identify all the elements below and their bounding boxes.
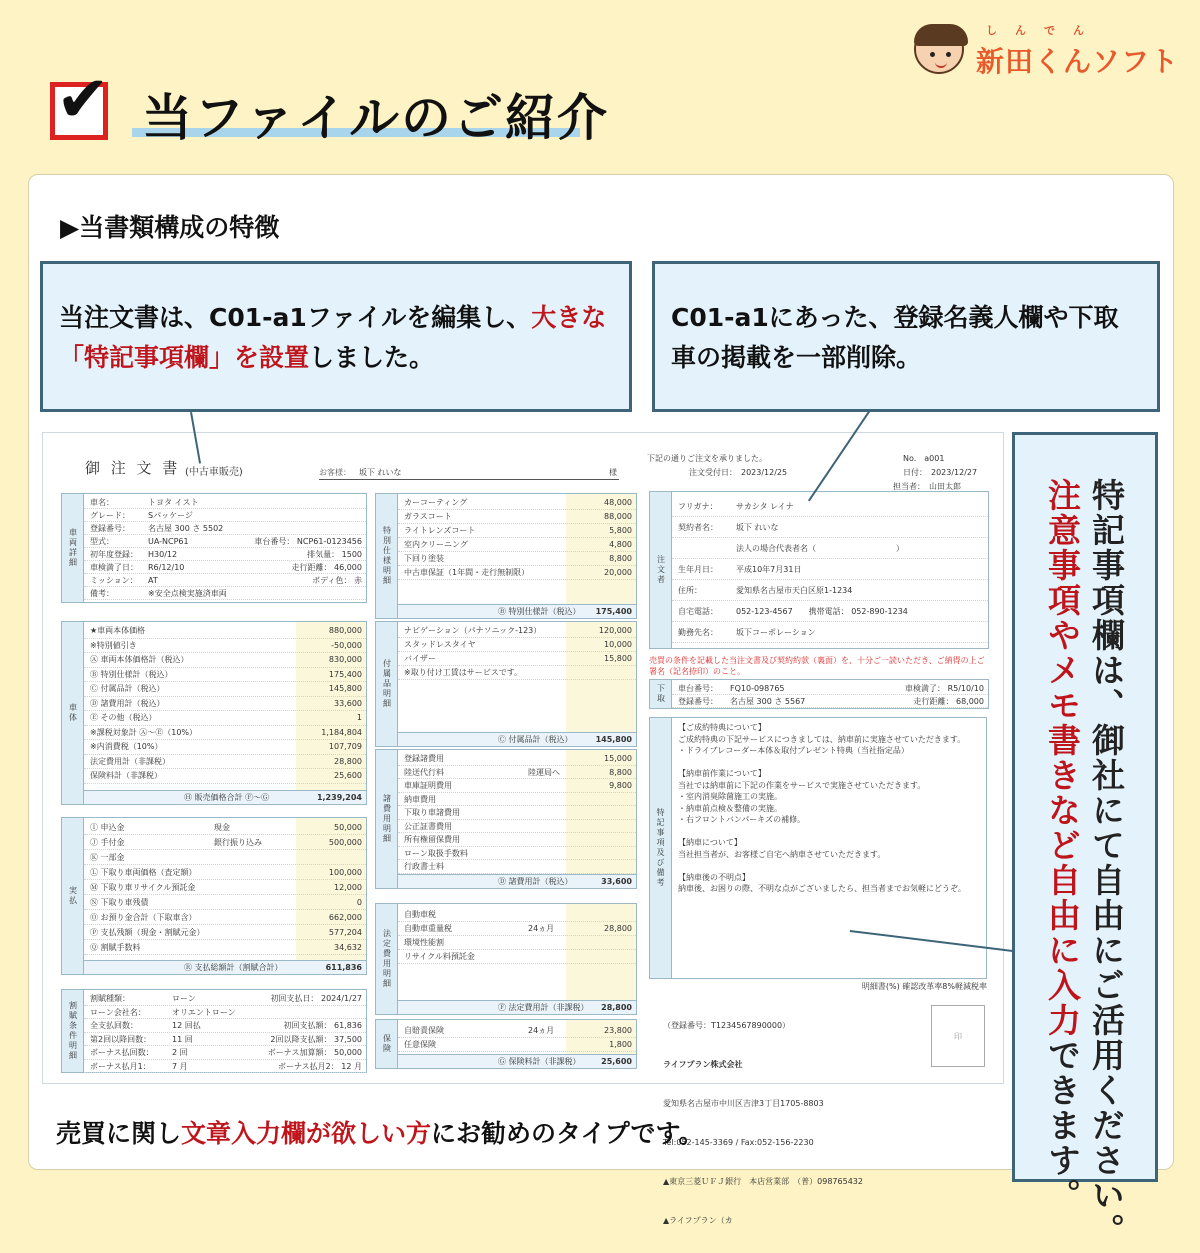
accessories-cell-r: 10,000 [604,640,632,649]
special-cell-l: 下回り塗装 [404,554,444,563]
price-cell-l: Ⓑ 特別仕様計（税込） [90,669,173,679]
price-block [61,621,367,805]
orderer-cell-l: 住所： [678,586,702,595]
installment-cell-l: ボーナス払月1： [90,1061,151,1071]
callout-left-post: しました。 [309,343,435,372]
customer-name: 坂下 れいな [359,468,402,477]
special-cell-l: 中古車保証（1年間・走行無制限） [404,568,530,577]
vertical-note-col1: 特記事項欄は、御社にて自由にご活用ください。 [1087,478,1126,1248]
fees-row [398,860,636,874]
installment-row [84,1019,366,1033]
payment-cell-r: 12,000 [334,883,362,892]
price-cell-l: 保険料計（非課税） [90,771,162,780]
fees-cell-l: 陸送代行料 [404,767,444,777]
special-cell-l: カーコーティング [404,498,468,507]
remarks-side-label: 特記事項及び備考 [650,718,672,978]
vehicle-cell-r: 走行距離： 46,000 [291,563,362,572]
price-row [84,697,366,712]
price-cell-l: ★車両本体価格 [90,626,146,635]
payment-cell-r: 100,000 [328,868,362,877]
price-cell-r: 830,000 [328,655,362,664]
doc-red-note: 売買の条件を記載した当注文書及び契約約款（裏面）を、十分ご一読いただき、ご納得の上ご署名（記名捺印）のこと。 [649,656,985,676]
price-total-row [84,790,366,804]
vehicle-cell-m: R6/12/10 [148,563,185,572]
callout-right-text: C01-a1にあった、登録名義人欄や下取車の掲載を一部削除。 [671,303,1119,372]
tradein-cell-r: 車検満了： R5/10/10 [905,684,984,693]
vehicle-cell-l: グレード： [90,511,130,520]
installment-row [84,1046,366,1060]
price-row [84,668,366,683]
price-row [84,639,366,654]
special-cell-r: 48,000 [604,498,632,507]
installment-cell-l: 第2回以降回数： [90,1034,152,1044]
payment-row [84,865,366,880]
bottom-red: 文章入力欄が欲しい方 [181,1119,432,1148]
payment-cell-l: Ⓟ 支払残額（現金・割賦元金） [90,928,205,937]
price-row [84,769,366,784]
payment-cell-l: Ⓚ 一部金 [90,853,125,862]
legal-row [398,950,636,964]
price-cell-l: ※内消費税（10%） [90,742,163,751]
installment-cell-r: 2回以降支払額： 37,500 [270,1034,362,1044]
fees-cell-l: ローン取扱手数料 [404,848,468,858]
special-cell-r: 8,800 [609,554,632,563]
customer-honorific: 様 [609,468,617,477]
tradein-cell-m: 名古屋 300 さ 5567 [730,697,806,706]
bottom-pre: 売買に関し [56,1119,182,1148]
fees-cell-l: 所有権留保費用 [404,835,460,844]
remarks-text: 【ご成約特典について】 ご成約特典の下記サービスにつきましては、納車前に実施させていただきます。 ・ドライブレコーダー本体＆取付プレゼント特典（当社指定品） 【納車前作業について】 当社では納車前に下記の作業をサービスで実施させていただきます。 ・室内消臭除菌施工の実施。 ・納車前点検＆整備の実施。 ・右フロントバンパーキズの補修。 【納車について】 当社担当者が、お客様ご自宅へ納車させていただきます。 【納車後の不明点】 納車後、お困りの際、不明な点がございましたら、担当者までお気軽にどうぞ。 [678,723,966,893]
fees-row [398,752,636,766]
payment-cell-r: 577,204 [328,928,362,937]
bottom-post: にお勧めのタイプです。 [431,1119,704,1148]
bottom-note [56,1114,704,1150]
vehicle-cell-l: ミッション： [90,576,138,585]
memo-note: 明細書(%) 確認改革率8%軽減税率 [861,982,987,991]
page-title: 当ファイルのご紹介 [142,89,609,147]
price-cell-r: 175,400 [328,669,362,679]
vertical-note-post: できます。 [1043,1038,1082,1213]
price-cell-l: Ⓔ その他（税込） [90,713,157,722]
orderer-row [672,580,988,601]
orderer-cell-m: 坂下 れいな [736,523,779,532]
doc-title: 御 注 文 書 [85,459,181,477]
brand-logo [914,22,1180,82]
accessories-cell-r: 15,800 [604,654,632,663]
price-row [84,653,366,668]
price-cell-r: -50,000 [331,640,362,650]
price-row [84,682,366,697]
orderer-side-label: 注文者 [650,492,672,648]
vehicle-cell-m: UA-NCP61 [148,537,189,546]
vehicle-row [84,587,366,600]
callout-left-pre: 当注文書は、C01-a1ファイルを編集し、 [59,303,532,332]
insurance-cell-m: 24ヵ月 [528,1026,555,1035]
installment-row [84,1033,366,1047]
tradein-cell-l: 車台番号： [678,684,718,693]
vehicle-cell-r: 車台番号： NCP61-0123456 [254,537,362,546]
doc-message: 下記の通りご注文を承りました。 [647,454,767,463]
fees-cell-r: 8,800 [609,767,632,777]
tradein-cell-m: FQ10-098765 [730,684,785,693]
installment-cell-m: 2 回 [172,1048,188,1057]
special-total-row [398,604,636,618]
price-cell-l: Ⓓ 諸費用計（税込） [90,698,165,708]
fees-total-value: 33,600 [601,877,632,886]
vehicle-row [84,535,366,548]
price-cell-r: 880,000 [328,626,362,635]
payment-cell-l: Ⓘ 申込金 [90,823,125,832]
doc-staff: 担当者： 山田太郎 [893,482,961,491]
special-row [398,566,636,580]
payment-cell-l: Ⓞ お預り金合計（下取車含） [90,913,197,922]
payment-total-value: 611,836 [325,963,362,972]
accessories-block [375,621,637,747]
vehicle-row [84,509,366,522]
price-side-label: 車体 [62,622,84,804]
price-cell-r: 28,800 [334,756,362,766]
vehicle-cell-m: H30/12 [148,550,178,559]
vehicle-cell-r: ボディ色： 赤 [312,576,362,585]
fees-row [398,820,636,834]
accessories-total-label: Ⓒ 付属品計（税込） [498,735,573,744]
special-row [398,538,636,552]
orderer-cell-m: 坂下コーポレーション [736,628,816,637]
special-cell-l: 室内クリーニング [404,540,468,549]
legal-total-label: Ⓕ 法定費用計（非課税） [498,1003,589,1012]
installment-cell-r: ボーナス払月2： 12 月 [277,1061,362,1071]
installment-cell-m: 7 月 [172,1061,188,1071]
payment-cell-r: 34,632 [334,943,362,952]
vehicle-cell-m: AT [148,576,158,585]
special-total-label: Ⓑ 特別仕様計（税込） [498,607,581,616]
accessories-total-value: 145,800 [595,735,632,744]
price-cell-r: 33,600 [334,698,362,708]
logo-ruby: しんでん [986,24,1102,37]
payment-row [84,910,366,925]
installment-cell-l: ローン会社名： [90,1007,146,1017]
special-row [398,552,636,566]
special-block [375,493,637,619]
legal-cell-r: 28,800 [604,924,632,933]
vehicle-cell-m: ※安全点検実施済車両 [148,589,227,598]
special-cell-r: 5,800 [609,526,632,535]
fees-total-row [398,874,636,888]
vehicle-row [84,496,366,509]
installment-cell-m: 12 回払 [172,1021,201,1030]
fees-row [398,793,636,807]
insurance-cell-l: 任意保険 [404,1040,436,1049]
legal-cell-l: 自動車税 [404,910,436,919]
company-name: ライフプラン株式会社 [663,1060,743,1069]
accessories-row [398,624,636,638]
installment-block [61,989,367,1073]
insurance-cell-l: 自賠責保険 [404,1026,444,1035]
fees-row [398,806,636,820]
payment-row [84,820,366,835]
company-tel: Tel:052-145-3369 / Fax:052-156-2230 [663,1138,814,1147]
orderer-cell-l: 生年月日： [678,565,718,574]
fees-cell-l: 車庫証明費用 [404,781,452,790]
installment-row [84,1006,366,1020]
legal-total-value: 28,800 [601,1003,632,1012]
special-cell-l: ガラスコート [404,512,452,521]
installment-cell-m: ローン [172,994,196,1003]
insurance-cell-r: 1,800 [609,1040,632,1049]
price-cell-l: Ⓐ 車両本体価格計（税込） [90,655,189,664]
payment-cell-r: 662,000 [328,913,362,922]
company-account: ▲ライフプラン（カ [663,1216,733,1225]
price-row [84,726,366,741]
legal-cell-l: リサイクル料預託金 [404,952,475,961]
orderer-block [649,491,989,649]
installment-cell-l: 全支払回数： [90,1021,138,1030]
installment-cell-l: ボーナス払回数： [90,1048,154,1057]
accessories-cell-l: ナビゲーション（パナソニック-123） [404,626,542,635]
payment-row [84,940,366,955]
vehicle-cell-l: 車名： [90,498,114,507]
payment-cell-m: 銀行振り込み [214,838,262,847]
special-cell-r: 88,000 [604,512,632,521]
price-total-label: Ⓗ 販売価格合計 Ⓕ〜Ⓖ [184,793,270,802]
tradein-cell-l: 登録番号： [678,697,718,706]
section-heading: ▶当書類構成の特徴 [60,213,280,242]
fees-cell-r: 9,800 [609,781,632,790]
company-reg: （登録番号：T1234567890000） [663,1021,791,1030]
insurance-block [375,1019,637,1069]
tradein-side-label: 下取 [650,680,672,708]
company-bank: ▲東京三菱ＵＦＪ銀行 本店営業部 （普）098765432 [663,1177,863,1186]
callout-left [40,261,632,412]
vehicle-row [84,561,366,574]
vehicle-cell-l: 車検満了日： [90,563,138,572]
doc-order-date: 注文受付日： 2023/12/25 [689,468,788,477]
vehicle-cell-l: 型式： [90,537,114,546]
legal-row [398,908,636,922]
fees-row [398,766,636,780]
legal-row [398,922,636,936]
insurance-side-label: 保険 [376,1020,398,1068]
payment-block [61,817,367,975]
fees-side-label: 諸費用明細 [376,750,398,888]
payment-cell-l: Ⓠ 割賦手数料 [90,943,141,952]
vertical-note-col2 [1040,478,1084,1213]
fees-cell-l: 納車費用 [404,794,436,804]
special-total-value: 175,400 [595,607,632,616]
payment-row [84,925,366,940]
installment-cell-r: 初回支払日： 2024/1/27 [270,994,362,1003]
accessories-row [398,652,636,666]
vehicle-cell-l: 初年度登録： [90,550,138,559]
payment-cell-r: 50,000 [334,823,362,832]
vehicle-block [61,493,367,603]
callout-left-red: 大きな「特記事項欄」を設置 [59,303,607,372]
orderer-cell-l: フリガナ： [678,502,718,511]
mascot-face-icon [914,24,964,74]
accessories-cell-l: ※取り付け工賃はサービスです。 [404,668,523,677]
checkmark-icon: ✔ [56,63,110,137]
tradein-row [672,695,988,708]
payment-total-row [84,960,366,974]
customer-label: お客様： [319,468,351,477]
insurance-total-row [398,1054,636,1068]
payment-cell-l: Ⓛ 下取り車両価格（査定額） [90,868,197,877]
insurance-row [398,1038,636,1052]
fees-row [398,847,636,861]
vehicle-cell-r: 排気量： 1500 [307,550,362,559]
insurance-total-label: Ⓖ 保険料計（非課税） [498,1057,581,1066]
special-side-label: 特別仕様明細 [376,494,398,618]
accessories-side-label: 付属品明細 [376,622,398,746]
payment-row [84,835,366,850]
tradein-block [649,679,989,709]
accessories-cell-r: 120,000 [598,626,632,635]
price-cell-r: 1,184,804 [321,727,362,737]
installment-cell-r: ボーナス加算額： 50,000 [267,1048,362,1057]
price-total-value: 1,239,204 [316,793,362,802]
price-cell-l: Ⓒ 付属品計（税込） [90,684,165,693]
payment-row [84,880,366,895]
installment-cell-m: 11 回 [172,1034,193,1044]
seal-stamp: 印 [931,1005,985,1067]
legal-cell-l: 環境性能割 [404,938,444,947]
tradein-cell-r: 走行距離： 68,000 [913,697,984,706]
special-row [398,496,636,510]
company-address: 愛知県名古屋市中川区吉津3丁目1705-8803 [663,1099,824,1108]
insurance-cell-r: 23,800 [604,1026,632,1035]
orderer-cell-m: 愛知県名古屋市天白区原1-1234 [736,586,853,595]
price-row [84,624,366,639]
payment-row [84,850,366,865]
orderer-cell-l: 勤務先名： [678,628,718,637]
doc-date: 日付： 2023/12/27 [903,468,978,477]
fees-row [398,833,636,847]
price-row [84,711,366,726]
doc-customer [319,467,619,480]
fees-cell-m: 陸運局へ [528,767,560,777]
legal-row [398,936,636,950]
orderer-row [672,601,988,622]
payment-cell-r: 500,000 [328,838,362,847]
accessories-row [398,638,636,652]
special-cell-r: 4,800 [609,540,632,549]
legal-total-row [398,1000,636,1014]
payment-side-label: 実払 [62,818,84,974]
orderer-cell-m: 平成10年7月31日 [736,565,802,574]
installment-cell-m: オリエントローン [172,1007,236,1017]
insurance-row [398,1024,636,1038]
insurance-total-value: 25,600 [601,1057,632,1066]
orderer-cell-m: サカシタ レイナ [736,502,794,511]
callout-right [652,261,1160,412]
price-cell-r: 25,600 [334,771,362,780]
legal-cell-l: 自動車重量税 [404,924,452,933]
doc-number: No. a001 [903,454,945,463]
payment-cell-l: Ⓝ 下取り車残債 [90,898,149,907]
orderer-cell-l: 自宅電話： [678,607,718,616]
installment-row [84,992,366,1006]
legal-side-label: 法定費用明細 [376,904,398,1014]
legal-cell-m: 24ヵ月 [528,924,555,933]
installment-cell-r: 初回支払額： 61,836 [283,1021,362,1030]
special-cell-l: ライトレンズコート [404,526,476,535]
price-cell-l: ※特別値引き [90,640,137,650]
special-cell-r: 20,000 [604,568,632,577]
payment-total-label: Ⓡ 支払総額計（割賦合計） [184,963,283,972]
fees-cell-l: 公正証書費用 [404,821,452,831]
vehicle-cell-l: 備考： [90,589,114,598]
vehicle-cell-l: 登録番号： [90,524,130,533]
vehicle-cell-m: トヨタ イスト [148,498,199,507]
orderer-row [672,496,988,517]
fees-total-label: Ⓓ 諸費用計（税込） [498,877,573,886]
fees-cell-l: 下取り車諸費用 [404,808,460,817]
legal-block [375,903,637,1015]
special-row [398,510,636,524]
orderer-row [672,622,988,643]
installment-row [84,1060,366,1074]
payment-cell-l: Ⓙ 手付金 [90,838,125,847]
payment-cell-l: Ⓜ 下取り車リサイクル預託金 [90,883,196,892]
accessories-cell-l: スタッドレスタイヤ [404,640,476,649]
fees-block [375,749,637,889]
accessories-total-row [398,732,636,746]
vehicle-cell-m: 名古屋 300 さ 5502 [148,524,224,533]
vehicle-cell-m: Sパッケージ [148,511,193,520]
price-cell-r: 145,800 [328,684,362,693]
payment-cell-r: 0 [356,898,362,907]
accessories-row [398,666,636,680]
orderer-cell-m: 052-123-4567 携帯電話： 052-890-1234 [736,607,908,616]
price-cell-l: 法定費用計（非課税） [90,756,170,766]
orderer-row [672,517,988,538]
price-cell-r: 107,709 [328,742,362,751]
installment-side-label: 割賦条件明細 [62,990,84,1072]
price-cell-l: ※課税対象計 Ⓐ〜Ⓔ（10%） [90,727,198,737]
payment-row [84,895,366,910]
accessories-cell-l: バイザー [404,654,436,663]
logo-text: 新田くんソフト [976,45,1180,78]
tradein-row [672,682,988,695]
orderer-row [672,538,988,559]
vehicle-row [84,522,366,535]
vehicle-row [84,548,366,561]
orderer-cell-l: 契約者名： [678,523,718,532]
doc-subtitle: (中古車販売) [185,467,243,478]
fees-row [398,779,636,793]
fees-cell-l: 登録諸費用 [404,754,444,763]
vertical-note-red: 注意事項やメモ書きなど自由に入力 [1043,478,1082,1038]
vehicle-side-label: 車両詳細 [62,494,84,602]
vehicle-row [84,574,366,587]
fees-cell-r: 15,000 [604,754,632,763]
installment-cell-l: 割賦種類： [90,994,130,1003]
special-row [398,524,636,538]
payment-cell-m: 現金 [214,823,230,832]
price-cell-r: 1 [356,713,362,722]
fees-cell-l: 行政書士料 [404,862,444,871]
price-row [84,740,366,755]
orderer-cell-m: 法人の場合代表者名（ ） [736,544,904,553]
price-row [84,755,366,770]
orderer-row [672,559,988,580]
